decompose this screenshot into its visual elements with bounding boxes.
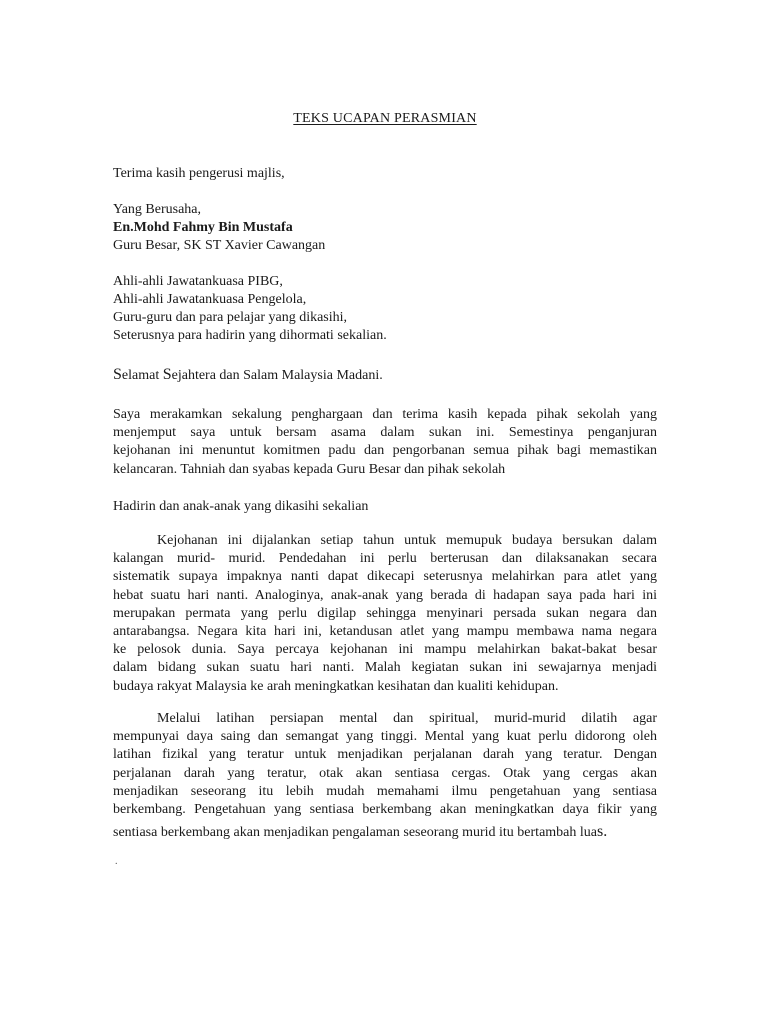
paragraph-line: ke pelosok dunia. Saya percaya kejohanan ini mampu melahirkan bakat-bakat besar xyxy=(113,642,657,658)
paragraph-last-line xyxy=(113,823,657,841)
audience-line: Ahli-ahli Jawatankuasa PIBG, xyxy=(113,274,283,289)
paragraph-line: menjemput saya untuk bersam asama dalam sukan ini. Semestinya penganjuran xyxy=(113,425,657,441)
paragraph-line: Kejohanan ini dijalankan setiap tahun untuk memupuk budaya bersukan dalam xyxy=(157,533,657,548)
audience-line: Ahli-ahli Jawatankuasa Pengelola, xyxy=(113,292,307,307)
paragraph-line: Saya merakamkan sekalung penghargaan dan terima kasih kepada pihak sekolah yang xyxy=(113,407,657,422)
audience-line: Seterusnya para hadirin yang dihormati sekalian. xyxy=(113,328,387,343)
paragraph-line: antarabangsa. Negara kita hari ini, ketandusan atlet yang mampu membawa nama negara xyxy=(113,623,657,639)
greeting-text: elamat xyxy=(121,368,163,383)
paragraph-line: hebat suatu hari nanti. Analoginya, anak-anak yang berada di hadapan saya pada hari ini xyxy=(113,587,657,603)
paragraph-last-tail: s. xyxy=(597,823,608,841)
greeting-initial: S xyxy=(162,366,172,383)
document-page xyxy=(113,0,657,1024)
address-name: En.Mohd Fahmy Bin Mustafa xyxy=(113,220,293,235)
greeting-text: ejahtera dan Salam Malaysia Madani. xyxy=(171,368,383,383)
paragraph-1 xyxy=(113,406,657,479)
address-position: Guru Besar, SK ST Xavier Cawangan xyxy=(113,238,326,253)
paragraph-last-text: sentiasa berkembang akan menjadikan pengalaman seseorang murid itu bertambah lua xyxy=(113,825,597,841)
paragraph-line: budaya rakyat Malaysia ke arah meningkatkan kesihatan dan kualiti kehidupan. xyxy=(113,678,559,694)
document-title: TEKS UCAPAN PERASMIAN xyxy=(293,111,477,126)
opening-line: Terima kasih pengerusi majlis, xyxy=(113,166,285,181)
paragraph-line: kejohanan ini menuntut komitmen padu dan pengorbanan semua pihak bagi memastikan xyxy=(113,443,657,459)
audience-line: Guru-guru dan para pelajar yang dikasihi, xyxy=(113,310,348,325)
paragraph-line: menjadikan seseorang itu lebih mudah memahami ilmu pengetahuan yang sentiasa xyxy=(113,783,657,799)
address-honorific: Yang Berusaha, xyxy=(113,202,202,217)
paragraph-2 xyxy=(113,532,657,696)
salutation-line: Hadirin dan anak-anak yang dikasihi sekalian xyxy=(113,499,369,514)
paragraph-line: berkembang. Pengetahuan yang sentiasa berkembang akan meningkatkan daya fikir yang xyxy=(113,801,657,817)
greeting-initial: S xyxy=(113,366,122,383)
paragraph-line: Melalui latihan persiapan mental dan spiritual, murid-murid dilatih agar xyxy=(157,711,657,726)
paragraph-line: perjalanan darah yang teratur, otak akan sentiasa cergas. Otak yang cergas akan xyxy=(113,765,657,781)
trailing-mark: . xyxy=(115,856,118,867)
paragraph-line: mempunyai daya saing dan semangat yang tinggi. Mental yang kuat perlu didorong oleh xyxy=(113,729,657,745)
paragraph-line: merupakan permata yang perlu digilap sehingga menyinari persada sukan negara dan xyxy=(113,605,657,621)
greeting-line xyxy=(113,366,383,385)
paragraph-line: kelancaran. Tahniah dan syabas kepada Guru Besar dan pihak sekolah xyxy=(113,461,506,477)
paragraph-line: sistematik supaya impaknya nanti dapat dikecapi seterusnya melahirkan para atlet yang xyxy=(113,569,657,585)
paragraph-line: dalam bidang sukan suatu hari nanti. Malah kegiatan sukan ini sewajarnya menjadi xyxy=(113,660,657,676)
paragraph-line: latihan fizikal yang teratur untuk menjadikan perjalanan darah yang teratur. Dengan xyxy=(113,747,657,763)
paragraph-line: kalangan murid- murid. Pendedahan ini perlu berterusan dan dilaksanakan secara xyxy=(113,551,657,567)
paragraph-3 xyxy=(113,710,657,841)
